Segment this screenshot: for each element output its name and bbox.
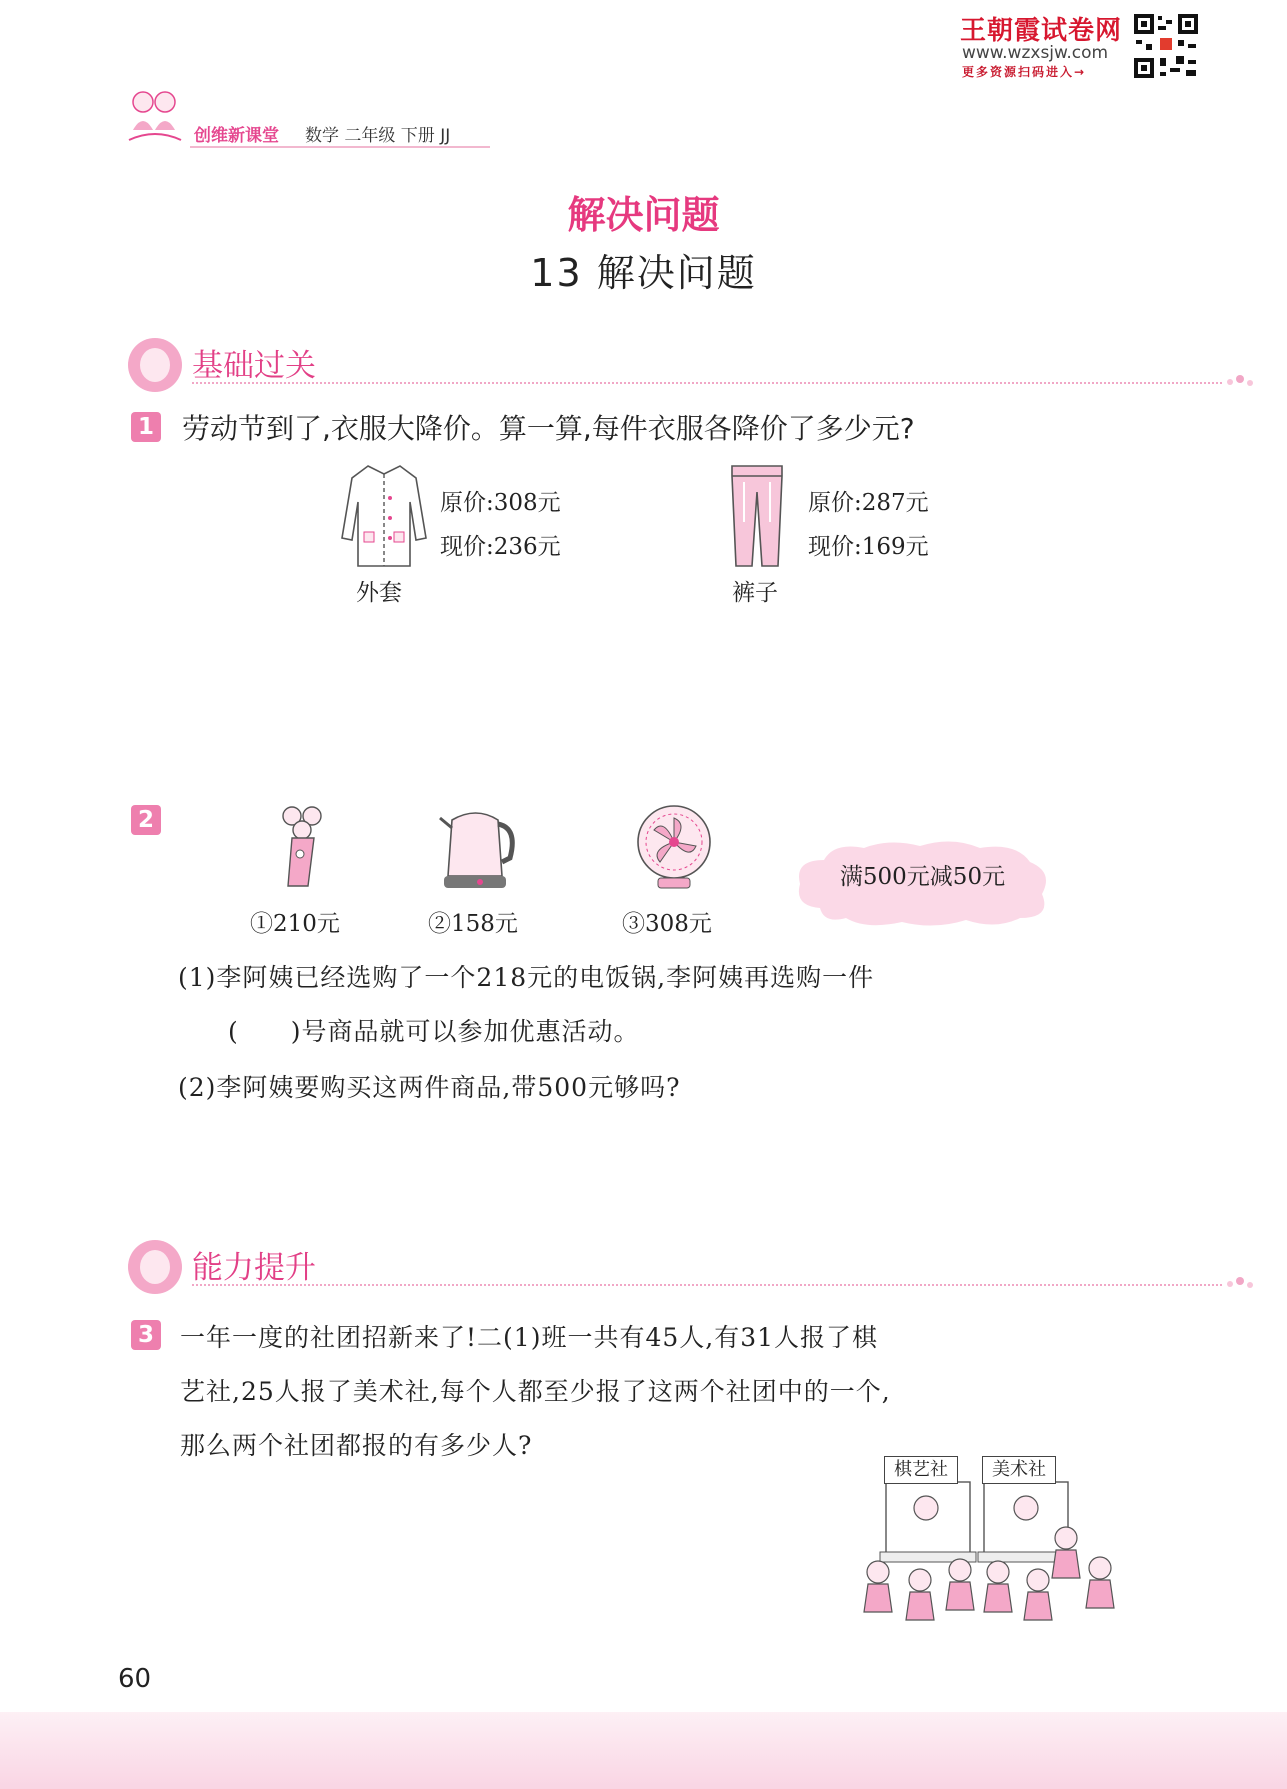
series-name: 创维新课堂: [194, 126, 279, 146]
footer-band: [0, 1712, 1287, 1789]
chess-club-sign: 棋艺社: [884, 1456, 958, 1484]
question-1-text: 劳动节到了,衣服大降价。算一算,每件衣服各降价了多少元?: [182, 412, 915, 445]
coat-icon: [340, 462, 428, 570]
section-advanced: [128, 1240, 1228, 1300]
question-number-2: 2: [131, 805, 161, 835]
question-3-line3: 那么两个社团都报的有多少人?: [180, 1431, 533, 1460]
coat-label: 外套: [356, 580, 402, 606]
coat-current-price: 现价:236元: [440, 534, 561, 560]
art-club-sign: 美术社: [982, 1456, 1056, 1484]
qr-code-icon[interactable]: [1132, 12, 1200, 80]
dots-icon: [1226, 374, 1256, 390]
watermark-brand: 王朝霞试卷网: [960, 16, 1123, 46]
pants-current-price: 现价:169元: [808, 534, 929, 560]
teacher-badge-icon: [128, 1240, 182, 1294]
page-number: 60: [118, 1664, 152, 1694]
pants-original-price: 原价:287元: [808, 490, 929, 516]
teacher-badge-icon: [128, 338, 182, 392]
lesson-title: 13 解决问题: [530, 251, 757, 295]
header-divider: [190, 146, 490, 148]
section-rule: [192, 1284, 1222, 1286]
question-2-sub2: (2)李阿姨要购买这两件商品,带500元够吗?: [178, 1073, 681, 1102]
fan-icon: [628, 802, 720, 892]
shaver-icon: [278, 804, 328, 890]
section-basic-title: 基础过关: [192, 348, 316, 384]
book-info: 数学 二年级 下册 JJ: [305, 126, 451, 146]
product-1-label: ①210元: [250, 911, 340, 937]
watermark-url[interactable]: www.wzxsjw.com: [962, 43, 1109, 63]
product-3-label: ③308元: [622, 911, 712, 937]
section-rule: [192, 382, 1222, 384]
pants-label: 裤子: [732, 580, 778, 606]
product-2-label: ②158元: [428, 911, 518, 937]
section-advanced-title: 能力提升: [192, 1250, 316, 1286]
question-2-sub1-line2: ( )号商品就可以参加优惠活动。: [228, 1017, 640, 1046]
question-number-3: 3: [131, 1320, 161, 1350]
question-3-line1: 一年一度的社团招新来了!二(1)班一共有45人,有31人报了棋: [180, 1323, 879, 1352]
watermark-hint: 更多资源扫码进入→: [962, 65, 1087, 79]
dots-icon: [1226, 1276, 1256, 1292]
section-basic: [128, 338, 1228, 398]
question-number-1: 1: [131, 412, 161, 442]
question-2-sub1-line1: (1)李阿姨已经选购了一个218元的电饭锅,李阿姨再选购一件: [178, 963, 875, 992]
kettle-icon: [436, 802, 520, 890]
unit-title: 解决问题: [567, 193, 720, 237]
question-3-line2: 艺社,25人报了美术社,每个人都至少报了这两个社团中的一个,: [180, 1377, 891, 1406]
promo-text: 满500元减50元: [839, 864, 1006, 890]
pants-icon: [728, 462, 786, 570]
kids-logo-icon: [125, 88, 185, 150]
coat-original-price: 原价:308元: [440, 490, 561, 516]
